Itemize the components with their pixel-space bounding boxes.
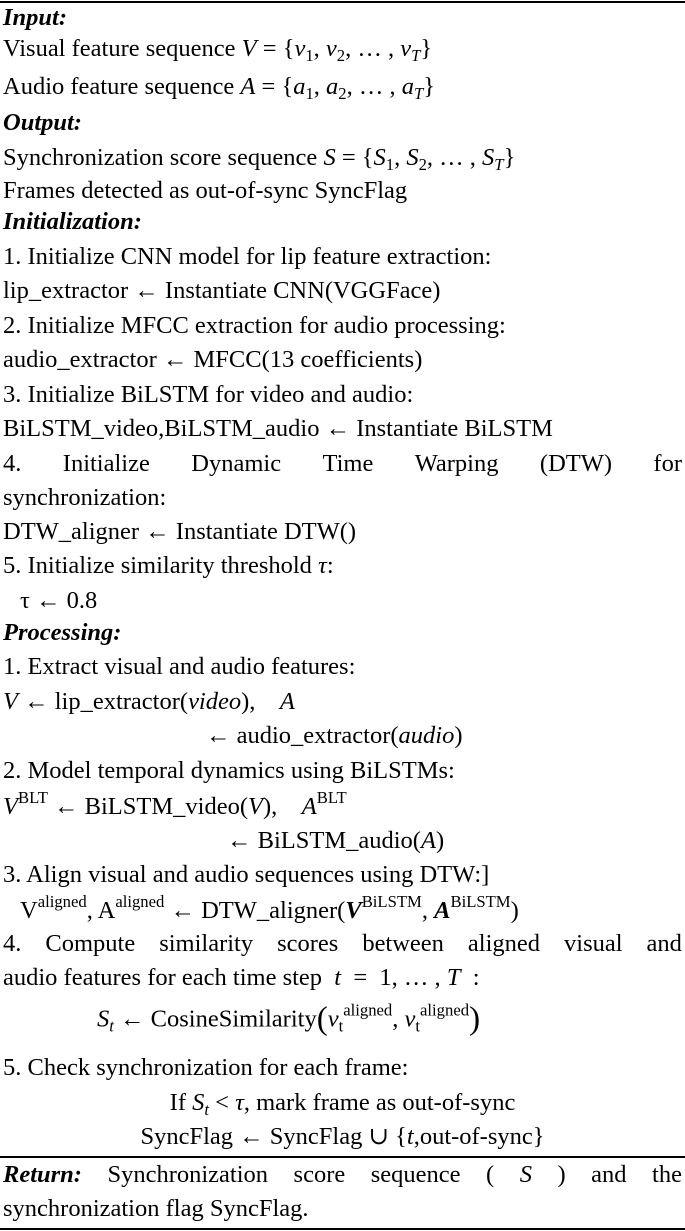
init-step-1: 1. Initialize CNN model for lip feature extraction: [3, 243, 492, 270]
init-step-3-code: BiLSTM_video,BiLSTM_audio ← Instantiate BiLSTM [3, 415, 553, 442]
sync-score-line: Synchronization score sequence $S = \{S_1$, $S_2$, … , $S_T$} [3, 144, 516, 174]
proc-step-5-flag: SyncFlag ← SyncFlag ∪ {t,out-of-sync} [140, 1123, 545, 1150]
init-step-2-code: audio_extractor ← MFCC(13 coefficients) [3, 346, 423, 373]
proc-step-1-video: V ← lip_extractor(video), A [3, 688, 295, 715]
initialization-heading: Initialization: [3, 208, 142, 235]
top-rule [0, 1, 685, 3]
init-step-4-code: DTW_aligner ← Instantiate DTW() [3, 518, 357, 545]
init-step-4-continued: synchronization: [3, 484, 167, 511]
bottom-rule [0, 1228, 685, 1230]
return-continued: synchronization flag SyncFlag. [3, 1195, 309, 1222]
proc-step-4-continued: audio features for each time step t = 1, … , T : [3, 964, 480, 991]
init-step-2: 2. Initialize MFCC extraction for audio processing: [3, 312, 506, 339]
init-step-1-code: lip_extractor ← Instantiate CNN(VGGFace) [3, 277, 441, 304]
proc-step-5-condition: If $S_t < \tau$, mark frame as out-of-sync [169, 1089, 516, 1119]
return-line: Return: Synchronization score sequence ( S ) and the [3, 1161, 682, 1188]
proc-step-3-code: $V^{aligned}$, $A^{aligned}$ ← $DTW\_aligner(V^{BiLSTM}$, $A^{BiLSTM}$) [20, 892, 519, 924]
proc-step-1-audio: ← audio_extractor(audio) [206, 722, 463, 749]
frames-detected-line: Frames detected as out-of-sync SyncFlag [3, 177, 408, 204]
input-heading: Input: [3, 4, 68, 31]
audio-sequence-line: Audio feature sequence $A = \{a_1$, $a_2$, … , $a_T$} [3, 73, 436, 103]
proc-step-5: 5. Check synchronization for each frame: [3, 1054, 409, 1081]
proc-step-2-audio: ← BiLSTM_audio(A) [227, 827, 445, 854]
init-step-5: 5. Initialize similarity threshold τ: [3, 552, 334, 579]
proc-step-4-formula: $S_t$ ← $CosineSimilarity(v_t^{aligned}$, $v_t^{aligned}$) [97, 1000, 481, 1037]
init-step-3: 3. Initialize BiLSTM for video and audio: [3, 381, 414, 408]
output-heading: Output: [3, 109, 82, 136]
init-step-4: 4. Initialize Dynamic Time Warping (DTW) for [3, 450, 682, 477]
visual-sequence-line: Visual feature sequence $V = \{v_1$, $v_2$, … , $v_T$} [3, 35, 433, 65]
proc-step-2-video: $V^{BLT}$ ← BiLSTM_video(V), $A^{BLT}$ [3, 788, 347, 820]
proc-step-3: 3. Align visual and audio sequences using DTW:] [3, 861, 490, 888]
proc-step-4: 4. Compute similarity scores between aligned visual and [3, 930, 682, 957]
init-step-5-code: τ ← 0.8 [20, 587, 98, 614]
proc-step-2: 2. Model temporal dynamics using BiLSTMs: [3, 757, 455, 784]
processing-heading: Processing: [3, 619, 122, 646]
return-rule [0, 1156, 685, 1158]
proc-step-1: 1. Extract visual and audio features: [3, 653, 356, 680]
